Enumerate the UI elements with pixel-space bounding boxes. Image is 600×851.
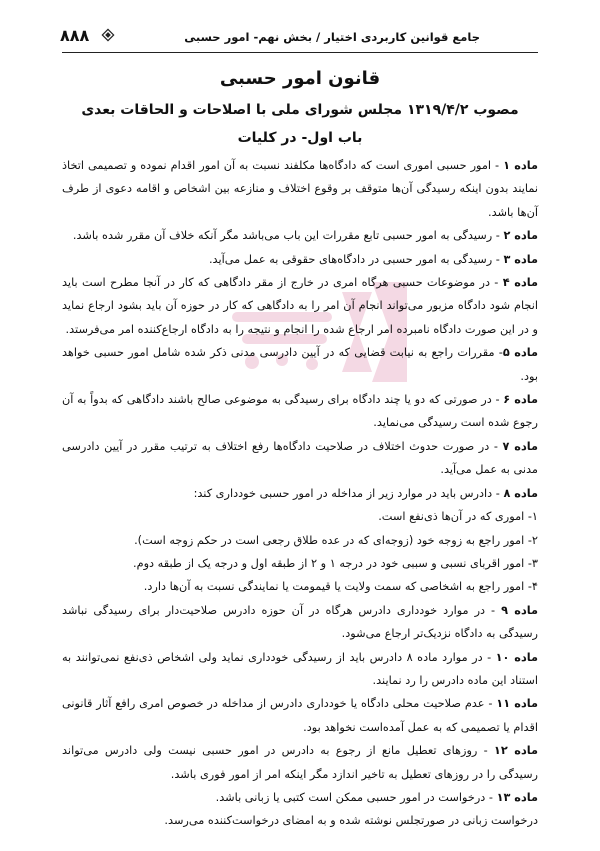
running-title: جامع قوانین کاربردی اختیار / بخش نهم- امور حسبی — [184, 30, 480, 44]
article-paragraph — [62, 388, 538, 435]
article-label: ماده ۴ — [502, 276, 538, 290]
article-label: ماده ۱۱ — [496, 697, 539, 711]
article-text: - عدم صلاحیت محلی دادگاه یا خودداری دادرس از مداخله در خصوص امری رافع آثار قانونی اقدام یا تصمیمی که به عمل آمده‌است نخواهد بود. — [62, 697, 538, 734]
document-subtitle: مصوب ۱۳۱۹/۴/۲ مجلس شورای ملی با اصلاحات و الحاقات بعدی — [81, 102, 519, 118]
article-paragraph — [62, 786, 538, 809]
article-paragraph — [62, 154, 538, 224]
article-paragraph — [62, 739, 538, 786]
article-text: - در موضوعات حسبی هرگاه امری در خارج از مقر دادگاهی که کار در آنجا مطرح است باید انجام شود دادگاه مزبور می‌تواند انجام آن امر را به دادگاهی که کار در حوزه آن باید بشود ارجاع نماید و در این صورت دادگاه نامبرده امر ارجاع شده را انجام و نتیجه را به دادگاه ارجاع‌کننده امر می‌فرستد. — [62, 276, 538, 336]
article-label: ماده ۵ — [502, 346, 539, 360]
closing-paragraph: درخواست زبانی در صورتجلس نوشته شده و به امضای درخواست‌کننده می‌رسد. — [164, 814, 538, 828]
article-label: ماده ۲ — [503, 229, 538, 243]
article-text: - رسیدگی به امور حسبی در دادگاه‌های حقوقی به عمل می‌آید. — [208, 252, 504, 266]
article-text: - در موارد ماده ۸ دادرس باید از رسیدگی خودداری نماید ولی اشخاص ذی‌نفع نمی‌توانند به استناد این ماده دادرس را رد نمایند. — [62, 650, 538, 687]
article-paragraph — [62, 271, 538, 341]
article-text: - دادرس باید در موارد زیر از مداخله در امور حسبی خودداری کند: — [193, 486, 504, 500]
article-text: - امور حسبی اموری است که دادگاه‌ها مکلفند نسبت به آن امور اقدام نموده و تصمیمی اتخاذ نمایند بدون اینکه رسیدگی آن‌ها متوقف بر وقوع اختلاف و منازعه بین اشخاص و اقامه دعوی از طرف آن‌ها باشد. — [62, 159, 538, 219]
article-text: - در صورت حدوث اختلاف در صلاحیت دادگاه‌ها رفع اختلاف به ترتیب مقرر در آیین دادرسی مدنی به عمل می‌آید. — [62, 439, 538, 477]
article-label: ماده ۱ — [503, 159, 539, 172]
article-paragraph — [62, 341, 538, 388]
article-text: - درخواست در امور حسبی ممکن است کتبی یا زبانی باشد. — [215, 790, 497, 804]
section-title: باب اول- در کلیات — [237, 130, 363, 146]
document-body — [62, 154, 538, 833]
article-text: - در صورتی که دو یا چند دادگاه برای رسیدگی به موضوعی صالح باشند دادگاهی که بدواً به آن رجوع شده است رسیدگی می‌نماید. — [62, 393, 538, 430]
document-title: قانون امور حسبی — [219, 68, 381, 89]
article-paragraph — [62, 646, 538, 693]
article-label: ماده ۸ — [503, 486, 538, 500]
article-paragraph — [62, 692, 538, 739]
article-paragraph — [62, 599, 538, 646]
list-item: ۳- امور اقربای نسبی و سببی خود در درجه ۱ و ۲ از طبقه اول و درجه یک از طبقه دوم. — [133, 556, 538, 570]
article-label: ماده ۱۲ — [493, 744, 538, 758]
list-item: ۱- اموری که در آن‌ها ذی‌نفع است. — [378, 510, 538, 524]
article-label: ماده ۱۰ — [495, 650, 538, 664]
article-text: - مقررات راجع به نیابت قضایی که در آیین دادرسی مدنی ذکر شده شامل امور حسبی خواهد بود. — [62, 346, 538, 383]
article-text: - روزهای تعطیل مانع از رجوع به دادرس در امور حسبی نیست ولی دادرس می‌تواند رسیدگی را در روزهای تعطیل به تاخیر اندازد مگر اینکه امر از امور فوری باشد. — [62, 744, 538, 781]
article-paragraph — [62, 248, 538, 271]
list-item: ۲- امور راجع به زوجه خود (زوجه‌ای که در عده طلاق رجعی است در حکم زوجه است). — [134, 533, 538, 547]
article-label: ماده ۹ — [501, 603, 538, 617]
article-paragraph — [62, 435, 538, 482]
diamond-ornament-icon — [100, 27, 116, 43]
article-label: ماده ۳ — [503, 252, 538, 266]
page-number: ۸۸۸ — [60, 26, 90, 45]
article-paragraph — [62, 224, 538, 247]
article-label: ماده ۱۳ — [496, 790, 538, 804]
article-paragraph — [62, 482, 538, 505]
list-item: ۴- امور راجع به اشخاصی که سمت ولایت یا قیمومت یا نمایندگی نسبت به آن‌ها دارد. — [143, 580, 538, 594]
article-text: - رسیدگی به امور حسبی تابع مقررات این باب می‌باشد مگر آنکه خلاف آن مقرر شده باشد. — [72, 229, 504, 243]
article-label: ماده ۶ — [503, 393, 538, 407]
article-text: - در موارد خودداری دادرس هرگاه در آن حوزه دادرس صلاحیت‌دار برای رسیدگی نباشد رسیدگی به دادگاه نزدیک‌تر ارجاع می‌شود. — [62, 603, 538, 641]
article-label: ماده ۷ — [502, 439, 538, 453]
header-rule — [62, 52, 538, 53]
